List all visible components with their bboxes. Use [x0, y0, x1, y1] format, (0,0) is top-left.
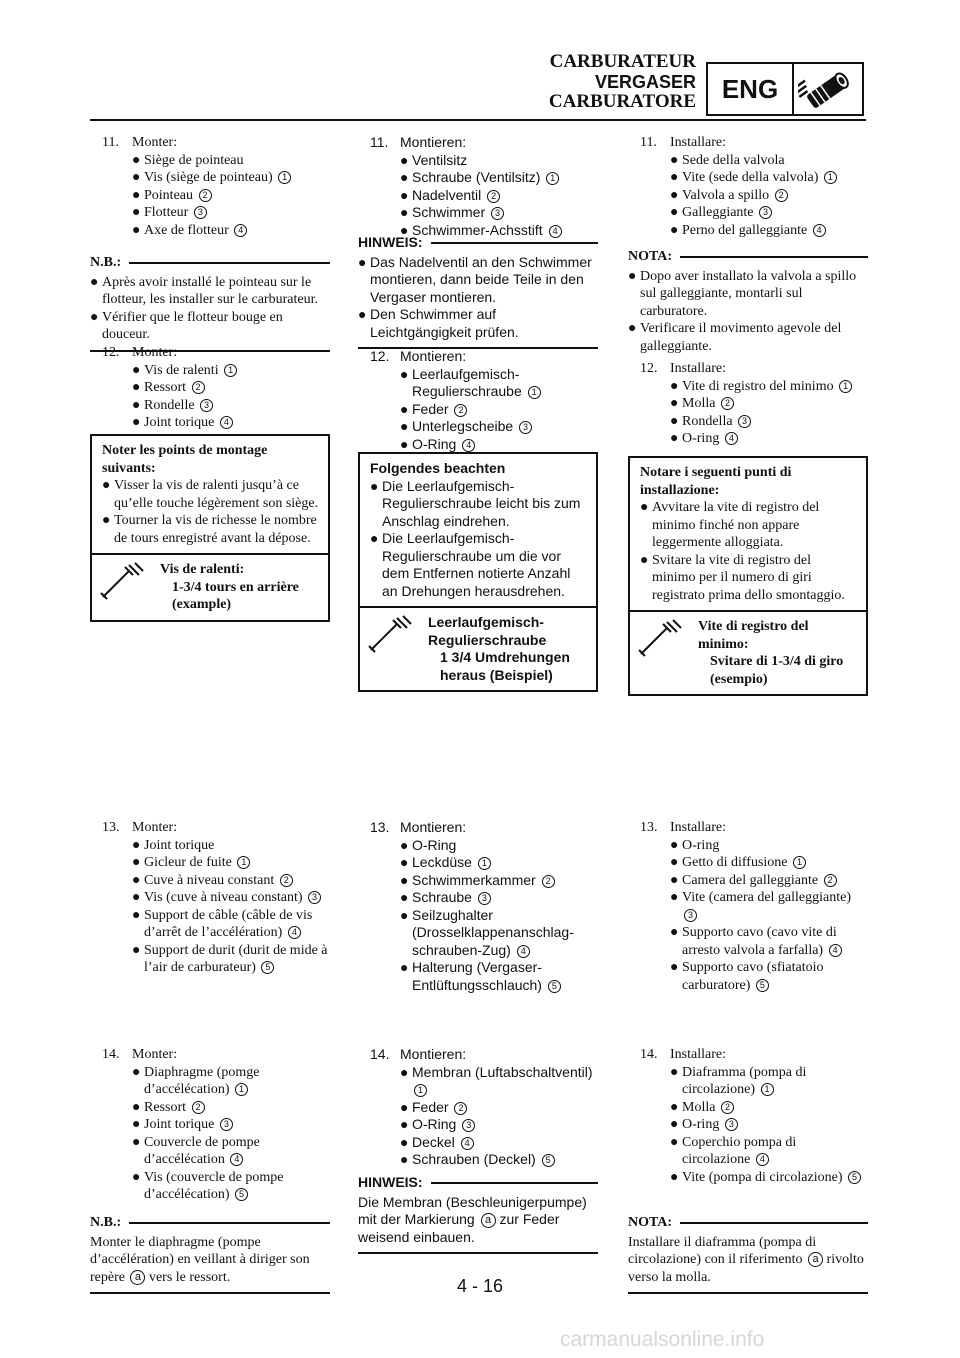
step-title: Montieren: [400, 134, 467, 150]
note-bullet: ● Den Schwimmer auf Leichtgängigkeit prüfen. [358, 306, 519, 340]
box-bullet: ● Die Leerlaufgemisch-Regulierschraube um die vor dem Entfernen notierte Anzahl an Drehungen herausdrehen. [370, 530, 571, 599]
list-item: ● Unterlegscheibe 3 [358, 418, 598, 436]
header-title-de: VERGASER [594, 72, 696, 92]
list-item: ● Schraube (Ventilsitz) 1 [358, 169, 598, 187]
list-item: ● Siège de pointeau [132, 152, 244, 168]
step-12: 12. Monter: ● Vis de ralenti 1 ● Ressort 2 ● Rondelle 3 ● Joint torique 4 [90, 344, 330, 432]
list-item: ● Pointeau 2 [90, 187, 330, 205]
step-14: 14. Monter: ● Diaphragme (pomge d’accélécation) 1 ● Ressort 2 ● Joint torique 3 ● Couvercle de pompe d’accélécation 4 ● Vis (couvercle de pompe d’accélécation) 5 [90, 1046, 330, 1204]
step-11: 11. Montieren: ● Ventilsitz ● Schraube (Ventilsitz) 1 ● Nadelventil 2 ● Schwimmer 3 ● Schwimmer-Achsstift 4 [358, 134, 598, 239]
list-item: ● O-ring [670, 837, 720, 853]
list-item: ● O-ring 4 [628, 430, 868, 448]
step-12: 12. Montieren: ● Leerlaufgemisch-Regulierschraube 1 ● Feder 2 ● Unterlegscheibe 3 ● O-Ring 4 [358, 348, 598, 453]
step-11: 11. Installare: ● Sede della valvola ● Vite (sede della valvola) 1 ● Valvola a spillo 2 ● Galleggiante 3 ● Perno del galleggiante 4 [628, 134, 868, 239]
list-item: ● Couvercle de pompe d’accélécation 4 [132, 1134, 260, 1167]
list-item: ● Vis de ralenti 1 [90, 362, 330, 380]
list-item: ● Ventilsitz [400, 151, 468, 168]
note-label: NOTA: [628, 1215, 673, 1230]
list-item: ● Flotteur 3 [90, 204, 330, 222]
note-bullet: ● Après avoir installé le pointeau sur le flotteur, les installer sur le carburateur. [90, 274, 318, 307]
list-item: ● Supporto cavo (cavo vite di arresto valvola a farfalla) 4 [628, 924, 868, 959]
list-item: ● Deckel 4 [358, 1134, 598, 1152]
list-item: ● Ressort 2 [90, 1099, 330, 1117]
carburetor-icon [794, 64, 862, 114]
box-title: Folgendes beachten [370, 460, 506, 476]
step-title: Montieren: [400, 1046, 467, 1062]
list-item: ● Feder 2 [358, 401, 598, 419]
list-item: ● Cuve à niveau constant 2 [90, 872, 330, 890]
list-item: ● Leerlaufgemisch-Regulierschraube 1 [358, 366, 598, 401]
step-12: 12. Installare: ● Vite di registro del minimo 1 ● Molla 2 ● Rondella 3 ● O-ring 4 [628, 360, 868, 448]
spec-box [90, 434, 330, 622]
list-item: ● Gicleur de fuite 1 [90, 854, 330, 872]
list-item: ● Molla 2 [628, 395, 868, 413]
step-14: 14. Montieren: ● Membran (Luftabschaltventil) 1 ● Feder 2 ● O-Ring 3 ● Deckel 4 ● Schrauben (Deckel) 5 [358, 1046, 598, 1169]
list-item: ● Supporto cavo (sfiatatoio carburatore) 5 [670, 960, 824, 993]
spec-value: 1 3/4 Umdrehungen heraus (Beispiel) [440, 649, 570, 683]
list-item: ● O-Ring 4 [358, 436, 598, 454]
list-item: ● Axe de flotteur 4 [90, 222, 330, 240]
spec-name: Vite di registro del minimo: [698, 619, 809, 652]
header-rule [90, 119, 866, 121]
list-item: ● Feder 2 [358, 1099, 598, 1117]
step-title: Montieren: [400, 819, 467, 835]
step-title: Installare: [670, 1047, 726, 1062]
note-label: HINWEIS: [358, 1174, 423, 1190]
list-item: ● Valvola a spillo 2 [628, 187, 868, 205]
list-item: ● Membran (Luftabschaltventil) 1 [400, 1063, 593, 1095]
step-title: Monter: [132, 135, 178, 150]
list-item: ● Vite (camera del galleggiante) 3 [670, 890, 852, 920]
note-label: NOTA: [628, 249, 673, 264]
spec-name: Leerlaufgemisch-Regulierschraube [428, 614, 547, 648]
note-text: Die Membran (Beschleunigerpumpe) mit der Markierung a zur Feder weisend einbauen. [358, 1193, 587, 1245]
list-item: ● Diaphragme (pomge d’accélécation) 1 [132, 1064, 260, 1097]
note-1 [358, 234, 598, 349]
step-title: Monter: [132, 345, 178, 360]
box-bullet: ● Die Leerlaufgemisch-Regulierschraube leicht bis zum Anschlag eindrehen. [370, 477, 581, 529]
note-1 [628, 248, 868, 355]
header-title-fr: CARBURATEUR [549, 51, 696, 72]
list-item: ● Ressort 2 [90, 379, 330, 397]
wrench-icon [92, 555, 154, 620]
step-title: Monter: [132, 820, 178, 835]
list-item: ● Schwimmer 3 [358, 204, 598, 222]
spec-box [628, 456, 868, 696]
box-bullet: ● Visser la vis de ralenti jusqu’à ce qu’elle touche légèrement son siège. [102, 478, 319, 511]
list-item: ● Support de câble (câble de vis d’arrêt de l’accélération) 4 [132, 907, 313, 940]
list-item: ● Schwimmer-Achsstift 4 [358, 222, 598, 240]
list-item: ● O-Ring [400, 836, 457, 853]
list-item: ● Schraube 3 [358, 889, 598, 907]
list-item: ● Rondelle 3 [90, 397, 330, 415]
list-item: ● Nadelventil 2 [358, 187, 598, 205]
step-title: Montieren: [400, 348, 467, 364]
step-title: Monter: [132, 1047, 178, 1062]
wrench-icon [630, 612, 692, 694]
list-item: ● Molla 2 [628, 1099, 868, 1117]
note-2 [628, 1214, 868, 1294]
list-item: ● Halterung (Vergaser-Entlüftungsschlauch) 5 [358, 959, 598, 994]
wrench-icon [360, 608, 422, 690]
spec-box [358, 452, 598, 692]
badge-label: ENG [708, 64, 794, 114]
list-item: ● Leckdüse 1 [358, 854, 598, 872]
step-title: Installare: [670, 135, 726, 150]
list-item: ● Schwimmerkammer 2 [358, 872, 598, 890]
list-item: ● Galleggiante 3 [628, 204, 868, 222]
box-bullet: ● Avvitare la vite di registro del minimo finché non appare leggermente alloggiata. [640, 500, 820, 550]
step-title: Installare: [670, 820, 726, 835]
spec-value: Svitare di 1-3/4 di giro (esempio) [710, 654, 844, 687]
engine-badge [706, 62, 864, 116]
note-1 [90, 254, 330, 352]
list-item: ● Vis (siège de pointeau) 1 [90, 169, 330, 187]
list-item: ● Coperchio pompa di circolazione 4 [670, 1134, 797, 1167]
list-item: ● Camera del galleggiante 2 [628, 872, 868, 890]
list-item: ● Joint torique 4 [90, 414, 330, 432]
step-14: 14. Installare: ● Diaframma (pompa di circolazione) 1 ● Molla 2 ● O-ring 3 ● Coperchio pompa di circolazione 4 ● Vite (pompa di circolazione) 5 [628, 1046, 868, 1186]
note-label: HINWEIS: [358, 234, 423, 250]
spec-value: 1-3/4 tours en arrière (example) [172, 579, 299, 612]
list-item: ● Vite (pompa di circolazione) 5 [628, 1169, 868, 1187]
list-item: ● Rondella 3 [628, 413, 868, 431]
note-bullet: ● Dopo aver installato la valvola a spillo sul galleggiante, montarli sul carburatore. [628, 268, 857, 319]
list-item: ● Perno del galleggiante 4 [628, 222, 868, 240]
list-item: ● Vite (sede della valvola) 1 [628, 169, 868, 187]
step-13: 13. Monter: ● Joint torique ● Gicleur de fuite 1 ● Cuve à niveau constant 2 ● Vis (cuve à niveau constant) 3 ● Support de câble (câble de vis d’arrêt de l’accélération) 4 ● Support de durit (durit de mide à l’air de carburateur) 5 [90, 819, 330, 977]
note-text: Installare il diaframma (pompa di circolazione) con il riferimento a rivolto verso la molla. [628, 1234, 864, 1285]
list-item: ● Joint torique [132, 837, 215, 853]
list-item: ● Schrauben (Deckel) 5 [358, 1151, 598, 1169]
list-item: ● Sede della valvola [670, 152, 785, 168]
list-item: ● O-Ring 3 [358, 1116, 598, 1134]
note-2 [358, 1174, 598, 1254]
section-header [520, 52, 696, 112]
note-text: Monter le diaphragme (pompe d’accélération) en veillant à diriger son repère a vers le ressort. [90, 1234, 310, 1285]
note-bullet: ● Das Nadelventil an den Schwimmer montieren, dann beide Teile in den Vergaser montieren. [358, 253, 592, 305]
list-item: ● Joint torique 3 [90, 1116, 330, 1134]
list-item: ● Vite di registro del minimo 1 [628, 378, 868, 396]
step-13: 13. Montieren: ● O-Ring ● Leckdüse 1 ● Schwimmerkammer 2 ● Schraube 3 ● Seilzughalter (Drosselklappenanschlag-schrauben-Zug) 4 ● Halterung (Vergaser-Entlüftungsschlauch) 5 [358, 819, 598, 994]
note-label: N.B.: [90, 255, 122, 270]
box-title: Noter les points de montage suivants: [102, 443, 268, 476]
list-item: ● O-ring 3 [628, 1116, 868, 1134]
step-13: 13. Installare: ● O-ring ● Getto di diffusione 1 ● Camera del galleggiante 2 ● Vite (camera del galleggiante) 3 ● Supporto cavo (cavo vite di arresto valvola a farfalla) 4 ● Supporto cavo (sfiatatoio carburatore) 5 [628, 819, 868, 994]
box-bullet: ● Tourner la vis de richesse le nombre de tours enregistré avant la dépose. [102, 513, 317, 546]
box-title: Notare i seguenti punti di installazione: [640, 465, 792, 498]
box-bullet: ● Svitare la vite di registro del minimo per il numero di giri registrato prima dello smontaggio. [640, 552, 845, 603]
list-item: ● Getto di diffusione 1 [628, 854, 868, 872]
header-title-it: CARBURATORE [548, 91, 696, 112]
list-item: ● Diaframma (pompa di circolazione) 1 [670, 1064, 807, 1097]
list-item: ● Vis (cuve à niveau constant) 3 [90, 889, 330, 907]
watermark: carmanualsonline.info [560, 1328, 765, 1351]
note-bullet: ● Verificare il movimento agevole del galleggiante. [628, 321, 842, 354]
step-title: Installare: [670, 361, 726, 376]
note-2 [90, 1214, 330, 1294]
list-item: ● Seilzughalter (Drosselklappenanschlag-schrauben-Zug) 4 [400, 906, 574, 958]
note-label: N.B.: [90, 1215, 122, 1230]
spec-name: Vis de ralenti: [160, 562, 245, 577]
list-item: ● Vis (couvercle de pompe d’accélécation) 5 [132, 1169, 284, 1202]
note-bullet: ● Vérifier que le flotteur bouge en douceur. [90, 309, 283, 342]
list-item: ● Support de durit (durit de mide à l’air de carburateur) 5 [132, 942, 328, 975]
step-11: 11. Monter: ● Siège de pointeau ● Vis (siège de pointeau) 1 ● Pointeau 2 ● Flotteur 3 ● Axe de flotteur 4 [90, 134, 330, 239]
page-number: 4 - 16 [456, 1276, 504, 1296]
